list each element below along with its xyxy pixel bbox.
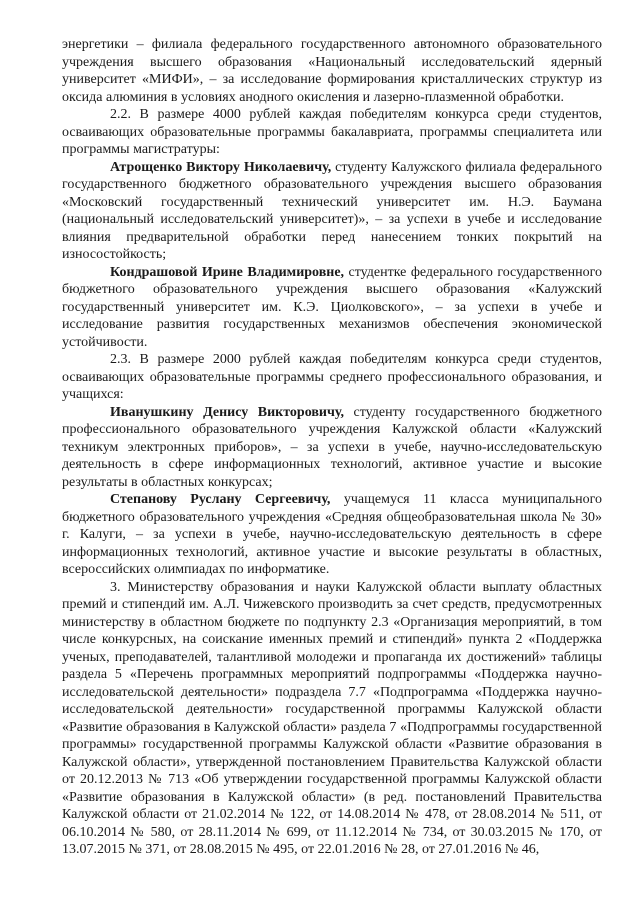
document-page	[62, 36, 602, 859]
winner-name: Кондрашовой Ирине Владимировне,	[110, 264, 345, 280]
winner-description: студенту Калужского филиала федерального государственного бюджетного образовательного учреждения высшего образования «Московский государственный технический университет им. Н.Э. Баумана (национальный исследовательский университет)», – за успехи в учебе и исследование влияния предварительной обработки перед нанесением тонких покрытий на износостойкость;	[62, 159, 602, 262]
winner-name: Степанову Руслану Сергеевичу,	[110, 492, 331, 507]
winner-description: учащемуся 11 класса муниципального бюджетного образовательного учреждения «Средняя общеобразовательная школа № 30» г. Калуги, – за успехи в учебе, научно-исследовательскую деятельность в сфере информационных технологий, активное участие и высокие результаты в областных, всероссийских олимпиадах по информатике.	[62, 492, 602, 577]
paragraph-section-2-2: 2.2. В размере 4000 рублей каждая победителям конкурса среди студентов, осваивающих образовательные программы бакалавриата, программы специалитета или программы магистратуры:	[62, 107, 602, 157]
paragraph-winner-ivanushkin	[62, 404, 602, 492]
paragraph-winner-kondrashova	[62, 264, 602, 352]
winner-name: Иванушкину Денису Викторовичу,	[110, 404, 344, 420]
winner-description: студентке федерального государственного бюджетного образовательного учреждения высшего образования «Калужский государственный университет им. К.Э. Циолковского», – за успехи в учебе и исследование развития государственных механизмов обеспечения экономической устойчивости.	[62, 264, 602, 350]
paragraph-section-3: 3. Министерству образования и науки Калужской области выплату областных премий и стипендий им. А.Л. Чижевского производить за счет средств, предусмотренных министерству в областном бюджете по подпункту 2.3 «Организация мероприятий, в том числе конкурсных, на соискание именных премий и стипендий» пункта 2 «Поддержка ученых, преподавателей, талантливой молодежи и пропаганда их достижений» таблицы раздела 5 «Перечень программных мероприятий подпрограммы «Поддержка научно-исследовательской деятельности» подраздела 7.7 «Подпрограмма «Поддержка научно-исследовательской деятельности» государственной программы Калужской области «Развитие образования в Калужской области» раздела 7 «Подпрограммы государственной программы» государственной программы Калужской области «Развитие образования в Калужской области», утвержденной постановлением Правительства Калужской области от 20.12.2013 № 713 «Об утверждении государственной программы Калужской области «Развитие образования в Калужской области» (в ред. постановлений Правительства Калужской области от 21.02.2014 № 122, от 14.08.2014 № 478, от 28.08.2014 № 511, от 06.10.2014 № 580, от 28.11.2014 № 699, от 11.12.2014 № 734, от 30.03.2015 № 170, от 13.07.2015 № 371, от 28.08.2015 № 495, от 22.01.2016 № 28, от 27.01.2016 № 46,	[62, 579, 602, 857]
paragraph-continuation: энергетики – филиала федерального государственного автономного образовательного учреждения высшего образования «Национальный исследовательский ядерный университет «МИФИ», – за исследование формирования кристаллических структур из оксида алюминия в условиях анодного окисления и лазерно-плазменной обработки.	[62, 37, 602, 105]
winner-description: студенту государственного бюджетного профессионального образовательного учреждения Калужской области «Калужский техникум электронных приборов», – за успехи в учебе, научно-исследовательскую деятельность в сфере информационных технологий, активное участие и высокие результаты в областных конкурсах;	[62, 404, 602, 490]
paragraph-section-2-3: 2.3. В размере 2000 рублей каждая победителям конкурса среди студентов, осваивающих образовательные программы среднего профессионального образования, и учащихся:	[62, 352, 602, 402]
paragraph-winner-atroshchenko	[62, 159, 602, 264]
paragraph-winner-stepanov	[62, 491, 602, 579]
winner-name: Атрощенко Виктору Николаевичу,	[110, 159, 332, 175]
